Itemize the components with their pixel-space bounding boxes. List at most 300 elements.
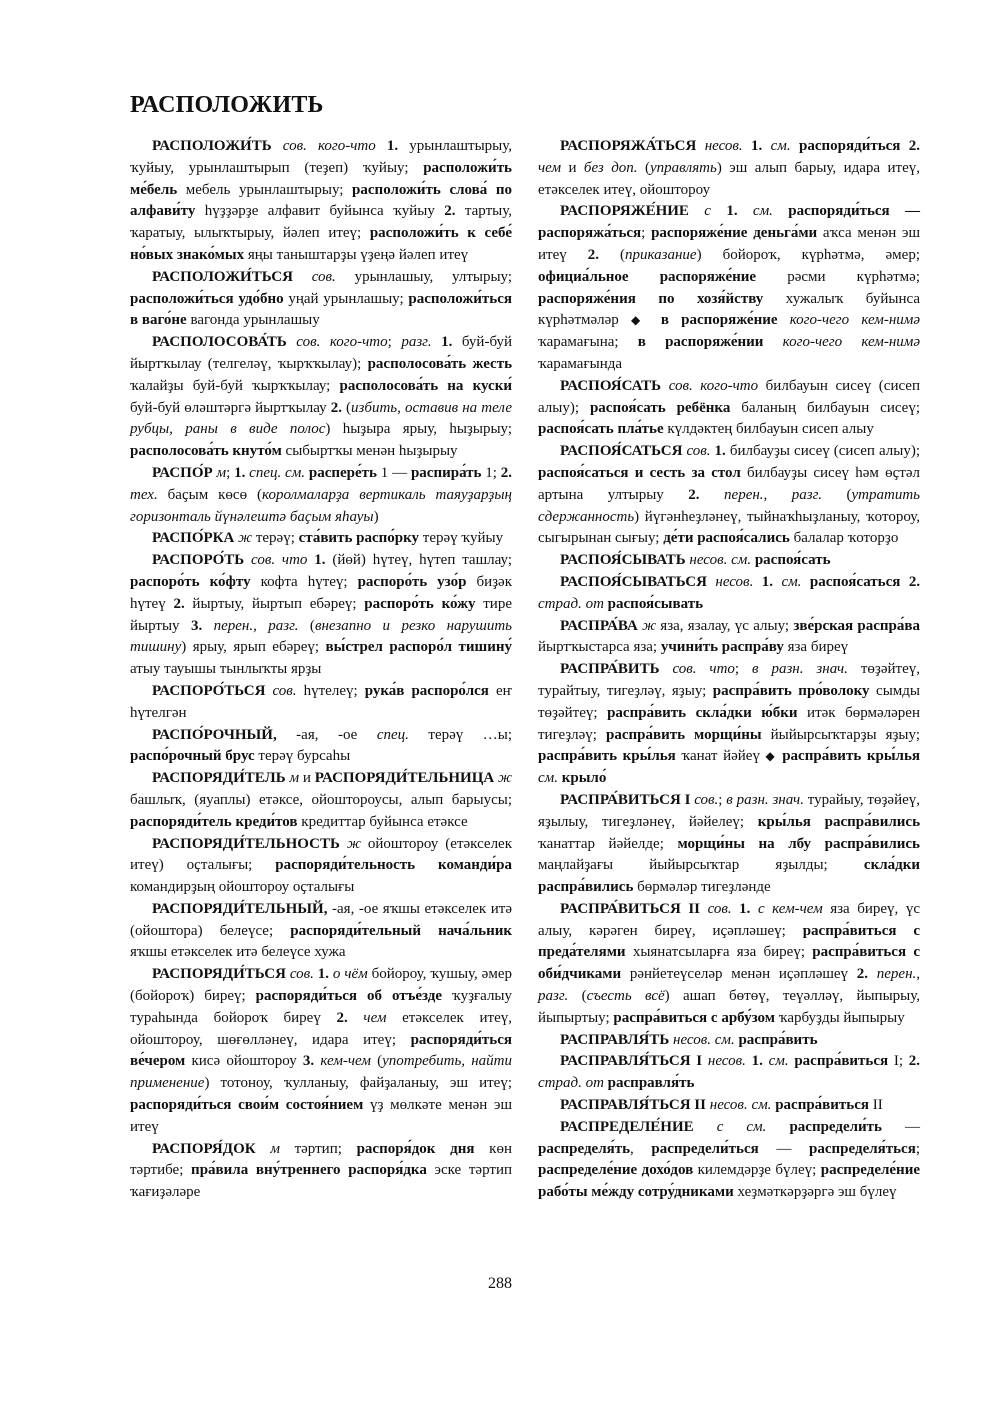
translation-text: -ая, -ое яҡшы етәкселек итә (ойоштора) белеүсе; xyxy=(130,900,512,939)
grammar-label: см. xyxy=(538,770,558,787)
translation-text xyxy=(711,203,726,219)
translation-text xyxy=(660,661,673,677)
translation-text: ( xyxy=(370,1053,383,1070)
bold-phrase: распоя́сывать xyxy=(607,595,704,612)
right-column xyxy=(538,136,920,1204)
dictionary-entry xyxy=(130,1139,512,1204)
translation-text: көн тәртибе; xyxy=(130,1140,512,1179)
bold-phrase: распоряди́тельный нача́льник xyxy=(290,922,513,939)
dictionary-entry xyxy=(130,267,512,332)
translation-text: ( xyxy=(298,617,315,634)
translation-text: урынлаштырыу, ҡуйыу, урынлаштырып (теҙеп) ҡуйыу; xyxy=(130,138,512,176)
translation-text: ) ярыу, ярып ебәреү; xyxy=(181,639,326,656)
headword: РАСПОЛОЖИ́ТЬ xyxy=(152,138,272,154)
dictionary-entry xyxy=(130,136,512,267)
grammar-label: несов. см. xyxy=(673,1031,735,1048)
dictionary-entry xyxy=(538,1030,920,1052)
translation-text: йыртҡыстарса яза; xyxy=(538,639,661,656)
headword: РАСПРА́ВИТЬ xyxy=(560,661,660,678)
translation-text: аҡса менән эш итеү xyxy=(538,225,920,263)
headword: РАСПО́РОЧНЫЙ, xyxy=(152,726,277,743)
bold-phrase: кры́лья распра́вились xyxy=(757,813,920,830)
translation-text: ( xyxy=(568,988,587,1005)
bold-phrase: 3. xyxy=(190,617,203,634)
bold-phrase: распра́виться xyxy=(794,1053,889,1070)
headword: РАСПРА́ВА xyxy=(560,617,638,634)
translation-text xyxy=(753,574,761,590)
bold-phrase: располосова́ть жесть xyxy=(367,355,512,372)
dictionary-entry xyxy=(538,790,920,899)
translation-text: ) ашап бөтөү, теүәлләү, йыпырыу, йыпыртыу; xyxy=(538,988,920,1026)
translation-text: 1 — xyxy=(376,464,411,481)
translation-text xyxy=(900,574,908,590)
grammar-label: чем xyxy=(363,1009,387,1026)
bold-phrase: расположи́ть к себе́ но́вых знако́мых xyxy=(130,225,512,263)
grammar-label: кем-чем xyxy=(320,1053,371,1070)
translation-text: хужалыҡ буйынса күрһәтмәләр xyxy=(538,290,920,329)
translation-text: яза биреү xyxy=(783,639,849,656)
headword: РАСПОРЯДИ́ТЕЛЬ xyxy=(152,770,286,787)
grammar-label: управлять xyxy=(650,159,717,176)
grammar-label: ж xyxy=(346,835,361,852)
translation-text: яза биреү, үс алыу, кәрәген биреү, иҫәпләшеү; xyxy=(538,900,921,939)
translation-text: итәк бөрмәләрен тигеҙләү; xyxy=(538,704,920,743)
dictionary-entry xyxy=(538,136,920,201)
grammar-label: перен., разг. xyxy=(213,617,299,634)
headword: РАСПРАВЛЯ́ТЬ xyxy=(560,1031,670,1048)
bold-phrase: распоя́саться и сесть за стол xyxy=(538,464,741,481)
dictionary-entry xyxy=(538,1051,920,1095)
translation-text xyxy=(272,138,283,154)
headword: РАСПОЯ́СЫВАТЬСЯ xyxy=(560,573,707,590)
translation-text xyxy=(649,312,661,328)
grammar-label: утратить сдержанность xyxy=(538,486,920,525)
headword: РАСПОРЯДИ́ТЕЛЬНОСТЬ xyxy=(152,835,340,852)
translation-text: маңлайҙағы йыйырсыҡтар яҙылды; xyxy=(538,857,864,874)
bold-phrase: рука́в распоро́лся xyxy=(364,682,489,699)
translation-text: ) xyxy=(373,508,379,525)
translation-text xyxy=(868,966,877,982)
grammar-label: несов. xyxy=(704,138,743,154)
translation-text: и xyxy=(561,159,584,176)
bold-phrase: распо́рочный брус xyxy=(130,748,255,765)
bold-phrase: распоя́саться xyxy=(809,573,901,590)
translation-text xyxy=(340,836,347,852)
grammar-label: кого-чего кем-нимә xyxy=(789,312,921,329)
bold-phrase: распоряди́тельность команди́ра xyxy=(275,857,512,874)
running-head: РАСПОЛОЖИТЬ xyxy=(130,92,324,118)
headword: РАСПРАВЛЯ́ТЬСЯ II xyxy=(560,1097,706,1114)
grammar-label: см. xyxy=(781,573,802,590)
grammar-label: сов. xyxy=(272,682,297,699)
translation-text: кредиттар буйынса етәксе xyxy=(297,813,468,830)
bold-phrase: 2. xyxy=(908,573,921,590)
bold-phrase: распра́вить xyxy=(738,1031,818,1048)
translation-text xyxy=(432,334,442,350)
grammar-label: королмаларҙа вертикаль таяуҙарҙың горизонталь йүнәлештә баҫым яһауы xyxy=(130,486,512,525)
translation-text: эске тәртип ҡағиҙәләре xyxy=(130,1162,512,1201)
translation-text: ҡалайҙы буй-буй ҡырҡҡылау; xyxy=(130,377,340,394)
translation-text xyxy=(256,1141,271,1157)
translation-text: ; xyxy=(734,661,753,678)
bold-phrase: распоря́док дня xyxy=(356,1140,475,1157)
bold-phrase: расправля́ть xyxy=(607,1075,695,1092)
bold-phrase: крыло́ xyxy=(561,770,607,787)
translation-text xyxy=(900,138,908,154)
bold-phrase: распра́вить кры́лья xyxy=(538,748,676,765)
bold-phrase: скла́дки распра́вились xyxy=(538,857,920,896)
translation-text xyxy=(791,138,799,154)
grammar-label: страд. от xyxy=(538,595,604,612)
grammar-label: съесть всё xyxy=(586,988,665,1005)
grammar-label: сов. кого-что xyxy=(282,138,376,154)
translation-text: терәү ҡуйыу xyxy=(419,530,504,547)
bold-phrase: 2. xyxy=(173,595,185,612)
bold-phrase: 2. xyxy=(500,464,513,481)
grammar-label: приказание xyxy=(625,246,697,263)
bold-phrase: вы́стрел распоро́л тишину́ xyxy=(325,639,512,656)
translation-text: 1; xyxy=(481,464,501,481)
translation-text: атыу тауышы тынлыҡты ярҙы xyxy=(130,661,322,678)
translation-text: уңай урынлашыу; xyxy=(283,290,409,307)
grammar-label: внезапно и резко нарушить тишину xyxy=(130,617,512,656)
translation-text: урынлашыу, ултырыу; xyxy=(335,268,512,285)
grammar-label: см. xyxy=(768,1053,789,1070)
dictionary-entry xyxy=(538,1117,920,1204)
translation-text: бойороу, ҡушыу, әмер (бойороҡ) биреү; xyxy=(130,966,512,1005)
translation-text: рәсми күрһәтмә; xyxy=(756,268,920,285)
grammar-label: несов. см. xyxy=(689,552,752,569)
translation-text xyxy=(743,138,751,154)
grammar-label: спец. xyxy=(376,726,409,743)
translation-text: ойоштороу (етәкселек итеү) оҫталығы; xyxy=(130,835,512,874)
translation-text: һүтелеү; xyxy=(296,682,365,699)
translation-text: командирҙың ойоштороу оҫталығы xyxy=(130,879,355,896)
translation-text: ; xyxy=(915,1140,920,1157)
translation-text: сыбыртҡы менән һыҙырыу xyxy=(281,443,458,460)
translation-text: — xyxy=(882,1118,921,1135)
bold-phrase: 2. xyxy=(336,1009,348,1026)
bold-phrase: 1. xyxy=(751,138,763,154)
dictionary-entry xyxy=(130,681,512,725)
translation-text: ) эш алып барыу, идара итеү, етәкселек итеү, ойоштороу xyxy=(538,159,920,198)
translation-text: (йөй) һүтеү, һүтеп ташлау; xyxy=(325,552,512,569)
translation-text xyxy=(689,203,704,219)
grammar-label: сов. xyxy=(694,791,719,808)
bold-phrase: распредели́ть xyxy=(789,1118,882,1135)
bold-phrase: официа́льное распоряже́ние xyxy=(538,268,757,285)
grammar-label: без доп. xyxy=(583,159,638,176)
bold-phrase: распоро́ть узо́р xyxy=(357,573,467,590)
dictionary-entry xyxy=(538,572,920,616)
translation-text xyxy=(738,203,753,219)
translation-text: ҡарамағына; xyxy=(538,334,638,351)
grammar-label: ж xyxy=(642,617,657,634)
bold-phrase: распоряже́ния по хозя́йству xyxy=(538,290,764,307)
bold-phrase: 2. xyxy=(330,399,342,416)
bold-phrase: расположи́ться в ваго́не xyxy=(130,290,512,329)
bold-phrase: распра́вить про́волоку xyxy=(712,682,870,699)
dictionary-entry xyxy=(130,899,512,964)
bold-phrase: расположи́ть ме́бель xyxy=(130,159,512,198)
translation-text: балалар ҡоторҙо xyxy=(789,530,899,547)
translation-text: ҡанаттар йәйелде; xyxy=(538,835,678,852)
translation-text: ( xyxy=(341,399,352,416)
translation-text: үҙ мөлкәте менән эш итеү xyxy=(130,1097,512,1135)
dictionary-entry xyxy=(538,616,920,660)
headword: РАСПОРЯ́ДОК xyxy=(152,1140,256,1157)
translation-text: кофта һүтеү; xyxy=(250,573,358,590)
bold-phrase: в распоряже́нии xyxy=(637,334,764,351)
translation-text xyxy=(778,312,790,328)
headword: РАСПОРО́ТЬСЯ xyxy=(152,682,266,699)
dictionary-entry xyxy=(538,659,920,790)
translation-text: II xyxy=(869,1097,883,1114)
translation-text xyxy=(661,378,669,394)
translation-text: билбауҙы сисеү һәм өҫтәл артына ултырыу xyxy=(538,464,920,503)
translation-text: яҡшы етәкселек итә белеүсе хужа xyxy=(130,944,346,961)
translation-text: буй-буй йыртҡылау (телгеләү, ҡырҡҡылау); xyxy=(130,334,513,372)
bold-phrase: распра́виться с оби́дчиками xyxy=(538,944,920,983)
bold-phrase: распра́виться xyxy=(775,1097,869,1114)
translation-text: I; xyxy=(888,1053,909,1070)
translation-text: ; xyxy=(387,334,402,351)
bold-phrase: 1. xyxy=(441,334,453,351)
translation-text: йыртыу, йыртып ебәреү; xyxy=(184,595,365,612)
headword: РАСПОРЯЖА́ТЬСЯ xyxy=(560,138,697,154)
grammar-label: сов. кого-что xyxy=(668,377,759,394)
dictionary-entry xyxy=(538,550,920,572)
dictionary-entry xyxy=(130,528,512,550)
dictionary-entry xyxy=(538,376,920,441)
translation-text: бөрмәләр тигеҙләнде xyxy=(633,879,771,896)
translation-text: мебель урынлаштырыу; xyxy=(177,181,353,198)
bold-phrase: распра́вить кры́лья xyxy=(782,748,920,765)
translation-text: ҡанат йәйеү xyxy=(675,748,766,765)
dictionary-entry xyxy=(130,550,512,681)
translation-text xyxy=(696,138,704,154)
grammar-label: несов. см. xyxy=(709,1097,772,1114)
grammar-label: м xyxy=(289,770,300,787)
bold-phrase: ста́вить распо́рку xyxy=(298,530,420,547)
translation-text xyxy=(293,269,312,285)
bold-phrase: 1. xyxy=(726,203,738,220)
headword: РАСПО́РКА xyxy=(152,530,235,547)
translation-text xyxy=(773,203,788,219)
headword: РАСПОЛОСОВА́ТЬ xyxy=(152,334,287,351)
grammar-label: м xyxy=(216,464,227,481)
dictionary-entry xyxy=(538,441,920,550)
grammar-label: страд. от xyxy=(538,1075,604,1092)
grammar-label: тех. xyxy=(130,486,158,503)
translation-text xyxy=(801,574,809,590)
bold-phrase: 1. xyxy=(739,900,751,917)
translation-text: ҡуҙғалыу тураһында бойороҡ биреү xyxy=(130,988,513,1026)
headword: РАСПРЕДЕЛЕ́НИЕ xyxy=(560,1118,694,1135)
bold-phrase: 1. xyxy=(386,138,399,154)
dictionary-entry xyxy=(538,201,920,375)
bold-phrase: 1. xyxy=(751,1053,763,1070)
bold-phrase: распоро́ть ко́жу xyxy=(364,595,476,612)
grammar-label: чем xyxy=(538,159,562,176)
translation-text xyxy=(750,901,758,917)
translation-text: ) һыҙыра ярыу, һыҙырыу; xyxy=(325,421,512,438)
dictionary-entry xyxy=(130,964,512,1138)
grammar-label: в разн. знач. xyxy=(752,661,848,678)
translation-text: баланың билбауын сисеү; xyxy=(730,399,921,416)
translation-text: еҥ һүтелгән xyxy=(130,682,512,721)
bold-phrase: расположи́ться удо́бно xyxy=(130,290,284,307)
translation-text xyxy=(762,138,770,154)
bold-phrase: распоряди́ться ве́чером xyxy=(130,1031,512,1070)
bold-phrase: распоя́сать ребёнка xyxy=(589,399,731,416)
bold-phrase: распределя́ться xyxy=(809,1140,916,1157)
translation-text: биҙәк һүтеү xyxy=(130,573,512,612)
grammar-label: в разн. знач. xyxy=(726,791,804,808)
bold-phrase: распоряди́тель креди́тов xyxy=(130,813,298,830)
bold-phrase: распере́ть xyxy=(308,464,377,481)
translation-text xyxy=(244,552,251,568)
translation-text: төҙәйтеү, турайтыу, тигеҙләү, яҙыу; xyxy=(538,661,920,699)
translation-text xyxy=(348,1010,364,1026)
translation-text: ( xyxy=(599,246,625,263)
translation-text: вагонда урынлашыу xyxy=(186,312,320,329)
translation-text: килемдәрҙе бүлеү; xyxy=(693,1162,821,1179)
bold-phrase: распоряди́ться — распоряжа́ться xyxy=(538,203,921,242)
translation-text: ҡарбуҙды йыпырыу xyxy=(774,1009,905,1026)
translation-text: буй-буй өләштәргә йыртҡылау xyxy=(130,399,331,416)
bold-phrase: распоряже́ние деньга́ми xyxy=(651,225,818,242)
bold-phrase: распира́ть xyxy=(410,464,482,481)
translation-text: терәү …ы; xyxy=(408,726,512,743)
grammar-label: сов. кого-что xyxy=(296,334,388,351)
translation-text: , xyxy=(630,1140,652,1157)
grammar-label: с xyxy=(704,203,711,220)
translation-text: ( xyxy=(822,486,852,503)
bold-phrase: распра́вить скла́дки ю́бки xyxy=(607,704,798,721)
grammar-label: употребить, найти применение xyxy=(130,1053,513,1092)
grammar-label: сов. что xyxy=(672,661,735,678)
translation-text xyxy=(694,1119,717,1135)
bold-phrase: де́ти распоя́сались xyxy=(663,530,790,547)
bold-phrase: распоряди́ться xyxy=(799,138,901,154)
headword: РАСПОРЯДИ́ТЬСЯ xyxy=(152,966,286,983)
grammar-label: ж xyxy=(498,770,512,787)
bold-phrase: морщи́ны на лбу распра́вились xyxy=(677,835,920,852)
bold-phrase: 2. xyxy=(444,203,456,220)
translation-text: йыйырсыҡтарҙы яҙыу; xyxy=(761,726,920,743)
dictionary-entry xyxy=(130,463,512,528)
translation-text xyxy=(265,683,272,699)
translation-text: билбауын сисеү (сисеп алыу); xyxy=(538,377,920,416)
bold-phrase: в распоряже́ние xyxy=(660,312,778,329)
bold-phrase: распоро́ть ко́фту xyxy=(130,573,251,590)
translation-text: терәү бурсаһы xyxy=(254,748,351,765)
translation-text: баҫым көсө ( xyxy=(157,486,263,503)
headword: РАСПРА́ВИТЬСЯ I xyxy=(560,791,691,808)
translation-text: хыянатсыларға яза биреү; xyxy=(625,944,813,961)
grammar-label: м xyxy=(270,1140,280,1157)
dictionary-entry xyxy=(130,725,512,769)
page-number: 288 xyxy=(488,1275,512,1292)
bold-phrase: 2. xyxy=(908,138,921,154)
bold-phrase: располосова́ть на куски́ xyxy=(339,377,512,394)
translation-text: һүҙҙәрҙе алфавит буйынса ҡуйыу xyxy=(195,203,445,220)
translation-text xyxy=(763,334,782,350)
dictionary-entry xyxy=(538,899,920,1030)
bold-phrase: 1. xyxy=(317,966,330,983)
bold-phrase: распоя́сать xyxy=(754,552,831,569)
headword: РАСПОЯ́САТЬСЯ xyxy=(560,443,683,460)
headword: РАСПРА́ВИТЬСЯ II xyxy=(560,900,701,917)
translation-text xyxy=(202,618,213,634)
left-column xyxy=(130,136,512,1204)
translation-text: ; xyxy=(641,225,652,242)
headword: РАСПОРЯДИ́ТЕЛЬНЫЙ, xyxy=(152,900,328,917)
headword: РАСПО́Р xyxy=(152,464,213,481)
bold-phrase: 3. xyxy=(302,1053,315,1070)
idiom-diamond-icon: ◆ xyxy=(765,749,777,764)
bold-phrase: распра́вить морщи́ны xyxy=(605,726,762,743)
dictionary-entry xyxy=(130,768,512,833)
headword: РАСПОЯ́СЫВАТЬ xyxy=(560,552,686,569)
grammar-label: кого-чего кем-нимә xyxy=(782,334,921,351)
dictionary-entry xyxy=(538,1095,920,1117)
translation-text: кисә ойоштороу xyxy=(185,1053,303,1070)
translation-text: яза, язалау, үс алыу; xyxy=(656,617,794,634)
headword: РАСПОРЯДИ́ТЕЛЬНИЦА xyxy=(314,770,495,787)
grammar-label: сов. xyxy=(707,900,732,917)
translation-text: башлыҡ, (яуаплы) етәксе, ойоштороусы, алып барыусы; xyxy=(130,791,512,808)
bold-phrase: зве́рская распра́ва xyxy=(793,617,920,634)
grammar-label: несов. xyxy=(715,573,754,590)
grammar-label: о чём xyxy=(332,966,368,983)
grammar-label: с см. xyxy=(716,1118,767,1135)
translation-text xyxy=(376,138,387,154)
translation-text: терәү; xyxy=(252,530,299,547)
bold-phrase: располосова́ть кнуто́м xyxy=(130,443,282,460)
grammar-label: сов. xyxy=(311,268,336,285)
grammar-label: спец. см. xyxy=(249,464,306,481)
headword: РАСПОЛОЖИ́ТЬСЯ xyxy=(152,268,293,285)
grammar-label: см. xyxy=(770,138,791,154)
bold-phrase: распредели́ться xyxy=(651,1140,759,1157)
grammar-label: несов. xyxy=(707,1053,746,1070)
grammar-label: перен., разг. xyxy=(724,486,823,503)
translation-text: ) тотоноу, ҡулланыу, файҙаланыу, эш итеү; xyxy=(204,1075,512,1092)
bold-phrase: 1. xyxy=(714,443,726,460)
translation-text: -ая, -ое xyxy=(276,726,377,743)
translation-text: ( xyxy=(637,159,650,176)
bold-phrase: учини́ть распра́ву xyxy=(660,639,784,656)
bold-phrase: 2. xyxy=(688,486,700,503)
headword: РАСПОРЯЖЕ́НИЕ xyxy=(560,203,689,220)
bold-phrase: распра́виться с арбу́зом xyxy=(613,1009,775,1026)
bold-phrase: 2. xyxy=(856,966,869,983)
translation-text xyxy=(700,901,708,917)
translation-text: турайыу, төҙәйеү, яҙылыу, тигеҙләнеү, йәйелеү; xyxy=(538,791,921,830)
grammar-label: сов. что xyxy=(251,552,308,569)
translation-text: — xyxy=(758,1140,810,1157)
translation-text xyxy=(700,487,724,503)
grammar-label: сов. xyxy=(289,966,314,983)
translation-text: тире йыртыу xyxy=(130,595,512,634)
grammar-label: избить, оставив на теле рубцы, раны в виде полос xyxy=(130,399,512,438)
bold-phrase: 1. xyxy=(761,573,774,590)
translation-text: ) йүгәнһеҙләнеү, тыйнаҡһыҙланыу, ҡотороу, сыгырынан сығыу; xyxy=(538,508,920,547)
bold-phrase: распоя́сать пла́тье xyxy=(538,421,664,438)
translation-text: ; xyxy=(226,464,235,481)
